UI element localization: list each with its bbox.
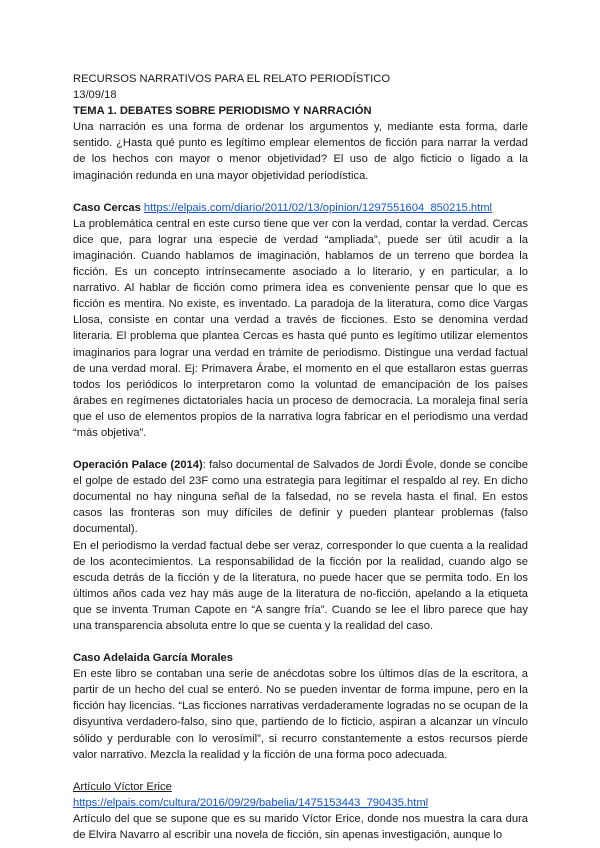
adelaida-heading: Caso Adelaida García Morales — [73, 652, 234, 665]
document-date: 13/09/18 — [73, 89, 117, 102]
palace-text: : falso documental de Salvados de Jordi Évole, donde se concibe el golpe de estado del 23F como una estrategia para legitimar el respaldo al rey. En dicho documental no hay ninguna señal de la falsedad, no se revela hasta el final. En estos casos las fronteras son muy difíciles de definir y pueden plantear problemas (falso documental). — [73, 459, 528, 536]
document-page — [73, 71, 528, 843]
document-title: RECURSOS NARRATIVOS PARA EL RELATO PERIODÍSTICO — [73, 73, 391, 85]
palace-paragraph — [73, 457, 528, 537]
cercas-paragraph: La problemática central en este curso tiene que ver con la verdad, contar la verdad. Cercas dice que, para lograr una especie de verdad “ampliada”, puede ser útil acudir a la imaginación. Cuando hablamos de imaginación, hablamos de un terreno que bordea la ficción. Es un concepto intrínsecamente asociado a lo literario, y en particular, a lo narrativo. Al hablar de ficción como primera idea es conveniente pensar que lo que es ficción es mentira. No existe, es inventado. La paradoja de la literatura, como dice Vargas Llosa, consiste en contar una verdad a través de ficciones. Esto se denomina verdad literaria. El problema que plantea Cercas es hasta qué punto es legítimo utilizar elementos imaginarios para lograr una verdad en trámite de periodismo. Distingue una verdad factual de una verdad moral. Ej: Primavera Árabe, el momento en el que estallaron estas guerras todos los periódicos lo interpretaron como la voluntad de emancipación de los países árabes en regímenes dictatoriales hacia un proceso de democracia. La moraleja final sería que el uso de elementos propios de la narrativa logra fabricar en el periodismo una verdad “más objetiva”. — [73, 217, 528, 439]
cercas-heading-line — [73, 200, 528, 216]
erice-link[interactable]: https://elpais.com/cultura/2016/09/29/babelia/1475153443_790435.html — [73, 796, 429, 809]
erice-heading: Artículo Víctor Erice — [73, 780, 172, 793]
palace-heading: Operación Palace (2014) — [73, 459, 203, 472]
section-heading: TEMA 1. DEBATES SOBRE PERIODISMO Y NARRACIÓN — [73, 105, 372, 118]
intro-paragraph: Una narración es una forma de ordenar los argumentos y, mediante esta forma, darle sentido. ¿Hasta qué punto es legítimo emplear elementos de ficción para narrar la verdad de los hechos con mayor o menor objetividad? El uso de algo ficticio o ligado a la imaginación redunda en una mayor objetividad periodística. — [73, 121, 528, 182]
erice-paragraph: Artículo del que se supone que es su marido Víctor Erice, donde nos muestra la cara dura de Elvira Navarro al escribir una novela de ficción, sin apenas investigación, aunque lo — [73, 812, 528, 842]
cercas-link[interactable]: https://elpais.com/diario/2011/02/13/opinion/1297551604_850215.html — [143, 201, 493, 214]
palace-paragraph-2: En el periodismo la verdad factual debe ser veraz, corresponder lo que cuenta a la realidad de los acontecimientos. La responsabilidad de la ficción por la realidad, cuando algo se escuda detrás de la ficción y de la literatura, no puede hacer que se permita todo. En los últimos años cada vez hay más auge de la literatura de no-ficción, apelando a la etiqueta que se inventa Truman Capote en “A sangre fría”. Cuando se lee el libro parece que hay una transparencia absoluta entre lo que se cuenta y la realidad del caso. — [73, 539, 528, 632]
cercas-heading: Caso Cercas — [73, 201, 141, 214]
erice-heading-line — [73, 779, 528, 811]
adelaida-paragraph: En este libro se contaban una serie de anécdotas sobre los últimos días de la escritora, a partir de un hecho del cual se enteró. No se pueden inventar de forma impune, pero en la ficción hay licencias. “Las ficciones narrativas verdaderamente logradas no se ocupan de la disyuntiva verdadero-falso, sino que, partiendo de lo ficticio, aspiran a alcanzar un vínculo sólido y perdurable con lo verosímil”, si recurro constantemente a estos recursos pierde valor narrativo. Mezcla la realidad y la ficción de una forma poco adecuada. — [73, 668, 528, 761]
